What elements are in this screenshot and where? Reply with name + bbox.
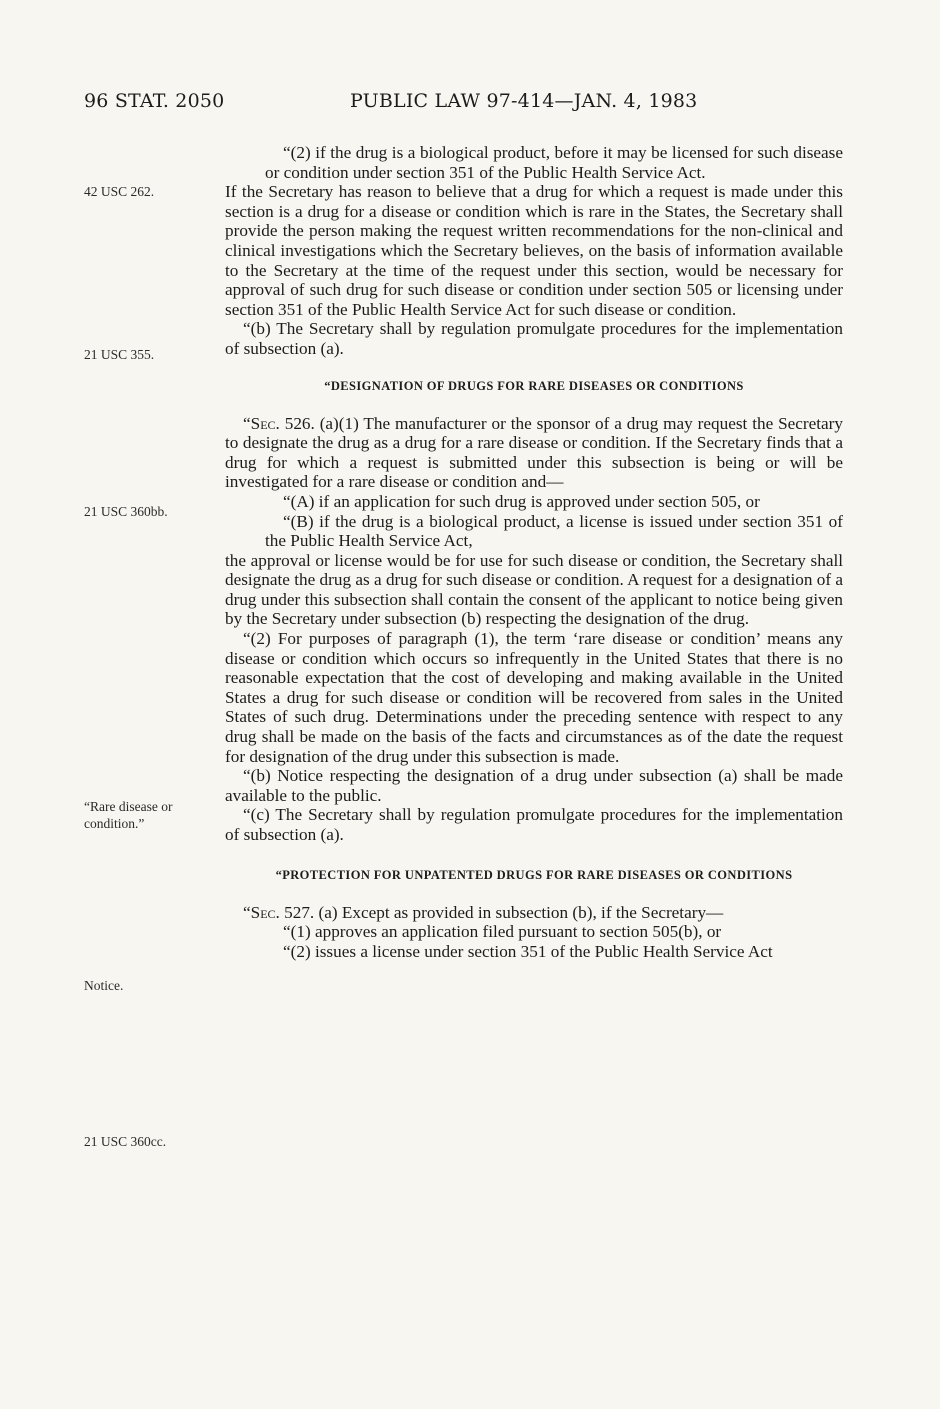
section-heading-designation: “DESIGNATION OF DRUGS FOR RARE DISEASES OR CONDITIONS: [324, 378, 744, 393]
statute-body: [225, 143, 843, 961]
item-1: “(1) approves an application filed pursuant to section 505(b), or: [283, 922, 722, 942]
section-526-text: 526. (a)(1) The manufacturer or the sponsor of a drug may request the Secretary to designate the drug as a drug for a rare disease or condition. If the Secretary finds that a drug for which a request is submitted under this subsection is being or will be investigated for a rare disease or condition and—: [225, 413, 843, 492]
paragraph-secretary-belief: If the Secretary has reason to believe that a drug for which a request is made under this section is a drug for a disease or condition which is rare in the States, the Secretary shall provide the person making the request written recommendations for the non-clinical and clinical investigations which the Secretary believes, on the basis of information available to the Secretary at the time of the request under this section, would be necessary for approval of such drug for such disease or condition under section 505 or licensing under section 351 of the Public Health Service Act for such disease or condition.: [225, 182, 843, 319]
section-527-text: 527. (a) Except as provided in subsection (b), if the Secretary—: [279, 902, 724, 922]
sec-label: “Sec.: [243, 902, 280, 922]
item-b: “(B) if the drug is a biological product, a license is issued under section 351 of the Public Health Service Act,: [265, 511, 843, 551]
paragraph-b-notice: “(b) Notice respecting the designation of a drug under subsection (a) shall be made available to the public.: [225, 766, 843, 805]
margin-note-42-usc-262: 42 USC 262.: [84, 184, 155, 199]
paragraph-b-regulation: “(b) The Secretary shall by regulation promulgate procedures for the implementation of subsection (a).: [225, 319, 843, 358]
sec-label: “Sec.: [243, 413, 280, 433]
paragraph-approval-license: the approval or license would be for use for such disease or condition, the Secretary shall designate the drug as a drug for such disease or condition. A request for a designation of a drug under this subsection shall contain the consent of the applicant to notice being given by the Secretary under subsection (b) respecting the designation of the drug.: [225, 550, 843, 629]
margin-note-21-usc-355: 21 USC 355.: [84, 347, 155, 362]
paragraph-c-regulation: “(c) The Secretary shall by regulation promulgate procedures for the implementation of subsection (a).: [225, 805, 843, 844]
paragraph-2-biological: “(2) if the drug is a biological product, before it may be licensed for such disease or condition under section 351 of the Public Health Service Act.: [265, 143, 843, 182]
public-law-title: PUBLIC LAW 97-414—JAN. 4, 1983: [350, 90, 698, 112]
item-2: “(2) issues a license under section 351 of the Public Health Service Act: [283, 941, 773, 961]
section-526-paragraph: [225, 414, 843, 492]
stat-page-number: 96 STAT. 2050: [84, 90, 225, 112]
margin-note-21-usc-360bb: 21 USC 360bb.: [84, 504, 168, 519]
margin-note-rare-disease: “Rare disease or condition.”: [84, 799, 173, 831]
item-a: “(A) if an application for such drug is approved under section 505, or: [283, 491, 760, 511]
paragraph-2-definition: “(2) For purposes of paragraph (1), the term ‘rare disease or condition’ means any disease or condition which occurs so infrequently in the United States that there is no reasonable expectation that the cost of developing and making available in the United States a drug for such disease or condition will be recovered from sales in the United States of such drug. Determinations under the preceding sentence with respect to any drug shall be made on the basis of the facts and circumstances as of the date the request for designation of the drug under this subsection is made.: [225, 629, 843, 766]
margin-note-21-usc-360cc: 21 USC 360cc.: [84, 1134, 167, 1149]
section-527-paragraph: [225, 903, 843, 923]
section-heading-protection: “PROTECTION FOR UNPATENTED DRUGS FOR RARE DISEASES OR CONDITIONS: [275, 867, 793, 882]
margin-note-notice: Notice.: [84, 978, 124, 993]
